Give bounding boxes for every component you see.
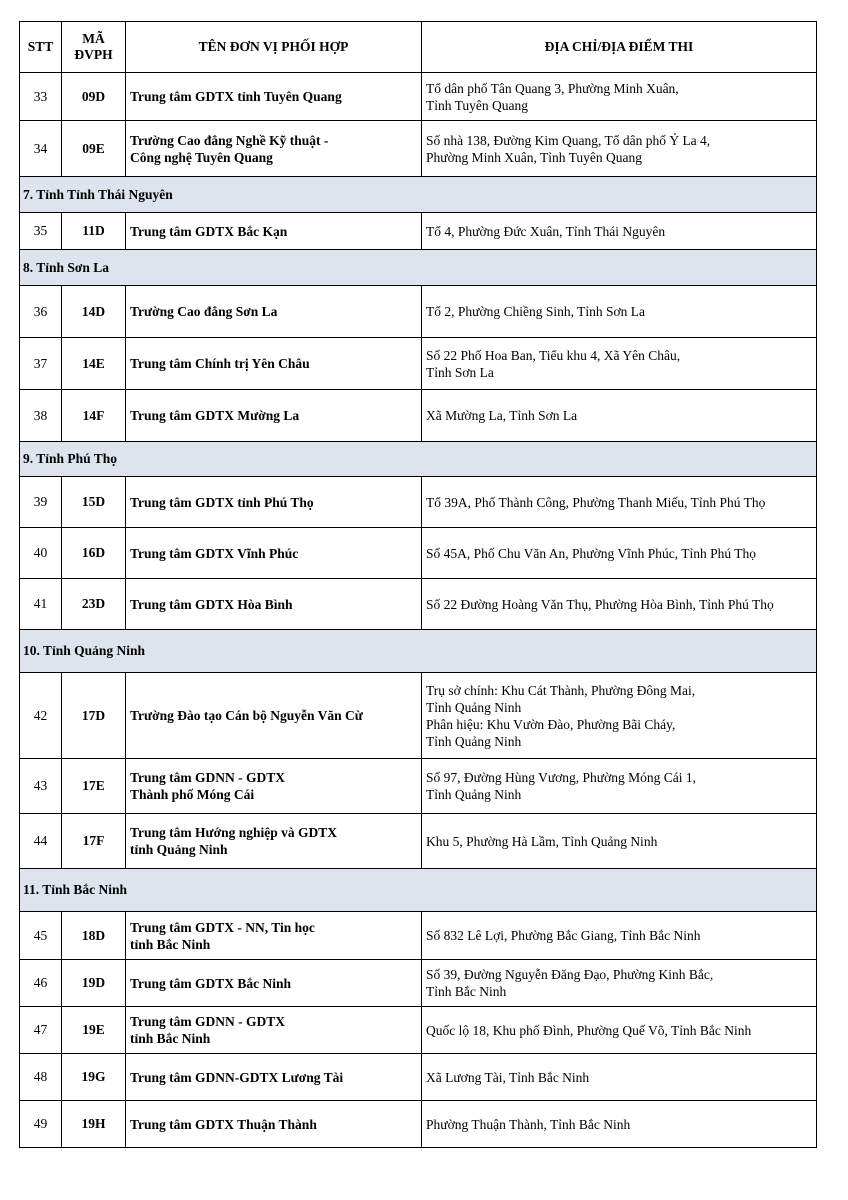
dia-chi-line: Quốc lộ 18, Khu phố Đình, Phường Quế Võ, Tỉnh Bắc Ninh bbox=[426, 1022, 752, 1038]
table-row bbox=[20, 673, 817, 759]
ten-line: Trung tâm GDTX - NN, Tin học bbox=[130, 919, 315, 935]
cell-ten-don-vi bbox=[126, 759, 422, 814]
cell-stt: 42 bbox=[20, 673, 62, 759]
cell-ten-don-vi bbox=[126, 338, 422, 390]
section-title: 11. Tỉnh Bắc Ninh bbox=[20, 869, 817, 912]
cell-dia-chi bbox=[422, 528, 817, 579]
dia-chi-line: Phường Minh Xuân, Tỉnh Tuyên Quang bbox=[426, 149, 642, 165]
dia-chi-line: Tỉnh Quảng Ninh bbox=[426, 733, 522, 749]
cell-ten-don-vi bbox=[126, 390, 422, 442]
cell-ma-dvph: 17F bbox=[62, 814, 126, 869]
cell-dia-chi bbox=[422, 286, 817, 338]
ten-line: Trường Đào tạo Cán bộ Nguyễn Văn Cừ bbox=[130, 708, 363, 723]
dia-chi-line: Số 22 Phố Hoa Ban, Tiểu khu 4, Xã Yên Châu, bbox=[426, 347, 681, 363]
cell-ma-dvph: 15D bbox=[62, 477, 126, 528]
ten-line: Trung tâm GDNN-GDTX Lương Tài bbox=[130, 1069, 344, 1085]
dia-chi-line: Tỉnh Tuyên Quang bbox=[426, 97, 529, 113]
ten-line: tỉnh Bắc Ninh bbox=[130, 936, 211, 952]
cell-ma-dvph: 19D bbox=[62, 960, 126, 1007]
dia-chi-line: Tỉnh Quảng Ninh bbox=[426, 699, 522, 715]
table-row bbox=[20, 73, 817, 121]
ten-line: Trung tâm GDTX Vĩnh Phúc bbox=[130, 545, 299, 561]
header-ten-don-vi: TÊN ĐƠN VỊ PHỐI HỢP bbox=[126, 22, 422, 73]
cell-ten-don-vi bbox=[126, 477, 422, 528]
section-row bbox=[20, 250, 817, 286]
ten-line: Trung tâm GDTX tỉnh Tuyên Quang bbox=[130, 89, 342, 104]
table-body bbox=[20, 73, 817, 1148]
ten-line: Trung tâm GDTX tỉnh Phú Thọ bbox=[130, 494, 314, 510]
dia-chi-line: Xã Lương Tài, Tỉnh Bắc Ninh bbox=[426, 1069, 590, 1085]
header-dia-chi: ĐỊA CHỈ/ĐỊA ĐIỂM THI bbox=[422, 22, 817, 73]
section-title: 8. Tỉnh Sơn La bbox=[20, 250, 817, 286]
cell-stt: 49 bbox=[20, 1101, 62, 1148]
cell-dia-chi bbox=[422, 579, 817, 630]
dia-chi-line: Tỉnh Bắc Ninh bbox=[426, 984, 507, 999]
header-ma-line2: ĐVPH bbox=[74, 47, 113, 62]
dia-chi-line: Tỉnh Quảng Ninh bbox=[426, 787, 522, 802]
ten-line: Trung tâm Chính trị Yên Châu bbox=[130, 356, 310, 371]
dia-chi-line: Khu 5, Phường Hà Lầm, Tỉnh Quảng Ninh bbox=[426, 833, 658, 849]
table-row bbox=[20, 1007, 817, 1054]
cell-stt: 40 bbox=[20, 528, 62, 579]
ten-line: Trung tâm GDTX Bắc Kạn bbox=[130, 223, 288, 239]
header-stt: STT bbox=[20, 22, 62, 73]
table-row bbox=[20, 814, 817, 869]
cell-dia-chi bbox=[422, 477, 817, 528]
cell-dia-chi bbox=[422, 121, 817, 177]
dia-chi-line: Số 97, Đường Hùng Vương, Phường Móng Cái 1, bbox=[426, 770, 697, 785]
section-row bbox=[20, 177, 817, 213]
cell-stt: 48 bbox=[20, 1054, 62, 1101]
cell-ma-dvph: 14F bbox=[62, 390, 126, 442]
section-title: 9. Tỉnh Phú Thọ bbox=[20, 442, 817, 477]
table-row bbox=[20, 477, 817, 528]
cell-stt: 39 bbox=[20, 477, 62, 528]
ten-line: Công nghệ Tuyên Quang bbox=[130, 149, 273, 165]
ten-line: Trung tâm GDTX Mường La bbox=[130, 408, 300, 423]
cell-ma-dvph: 19H bbox=[62, 1101, 126, 1148]
cell-stt: 34 bbox=[20, 121, 62, 177]
cell-ma-dvph: 16D bbox=[62, 528, 126, 579]
dia-chi-line: Tổ 39A, Phố Thành Công, Phường Thanh Miếu, Tỉnh Phú Thọ bbox=[426, 494, 766, 510]
cell-ma-dvph: 19E bbox=[62, 1007, 126, 1054]
ten-line: Trung tâm Hướng nghiệp và GDTX bbox=[130, 825, 337, 840]
header-ma-line1: MÃ bbox=[82, 31, 105, 46]
table-row bbox=[20, 213, 817, 250]
dia-chi-line: Số 22 Đường Hoàng Văn Thụ, Phường Hòa Bình, Tỉnh Phú Thọ bbox=[426, 596, 774, 612]
dia-chi-line: Phân hiệu: Khu Vườn Đào, Phường Bãi Cháy, bbox=[426, 716, 676, 732]
cell-stt: 36 bbox=[20, 286, 62, 338]
cell-ma-dvph: 17D bbox=[62, 673, 126, 759]
cell-ten-don-vi bbox=[126, 286, 422, 338]
ten-line: Trung tâm GDNN - GDTX bbox=[130, 1014, 285, 1029]
table-row bbox=[20, 579, 817, 630]
dia-chi-line: Số 39, Đường Nguyễn Đăng Đạo, Phường Kinh Bắc, bbox=[426, 967, 714, 982]
exam-location-table bbox=[19, 21, 817, 1148]
cell-dia-chi bbox=[422, 390, 817, 442]
cell-dia-chi bbox=[422, 73, 817, 121]
section-row bbox=[20, 869, 817, 912]
table-row bbox=[20, 960, 817, 1007]
table-row bbox=[20, 1101, 817, 1148]
cell-dia-chi bbox=[422, 1101, 817, 1148]
dia-chi-line: Số 45A, Phố Chu Văn An, Phường Vĩnh Phúc, Tỉnh Phú Thọ bbox=[426, 545, 757, 561]
ten-line: tỉnh Bắc Ninh bbox=[130, 1031, 211, 1046]
cell-ma-dvph: 23D bbox=[62, 579, 126, 630]
cell-ma-dvph: 09D bbox=[62, 73, 126, 121]
cell-ma-dvph: 18D bbox=[62, 912, 126, 960]
header-row bbox=[20, 22, 817, 73]
cell-ten-don-vi bbox=[126, 673, 422, 759]
ten-line: Trung tâm GDTX Bắc Ninh bbox=[130, 975, 292, 991]
cell-dia-chi bbox=[422, 814, 817, 869]
ten-line: tỉnh Quảng Ninh bbox=[130, 842, 228, 857]
section-title: 10. Tỉnh Quảng Ninh bbox=[20, 630, 817, 673]
cell-dia-chi bbox=[422, 213, 817, 250]
section-title: 7. Tỉnh Tỉnh Thái Nguyên bbox=[20, 177, 817, 213]
ten-line: Trung tâm GDTX Thuận Thành bbox=[130, 1116, 317, 1132]
dia-chi-line: Số nhà 138, Đường Kim Quang, Tổ dân phố Ỷ La 4, bbox=[426, 132, 711, 148]
ten-line: Trung tâm GDTX Hòa Bình bbox=[130, 596, 293, 612]
cell-ten-don-vi bbox=[126, 1054, 422, 1101]
table-row bbox=[20, 286, 817, 338]
table-row bbox=[20, 1054, 817, 1101]
cell-stt: 33 bbox=[20, 73, 62, 121]
table-row bbox=[20, 912, 817, 960]
cell-ma-dvph: 14D bbox=[62, 286, 126, 338]
cell-ma-dvph: 19G bbox=[62, 1054, 126, 1101]
cell-dia-chi bbox=[422, 960, 817, 1007]
cell-ten-don-vi bbox=[126, 121, 422, 177]
cell-stt: 35 bbox=[20, 213, 62, 250]
cell-dia-chi bbox=[422, 1007, 817, 1054]
cell-dia-chi bbox=[422, 1054, 817, 1101]
cell-ma-dvph: 14E bbox=[62, 338, 126, 390]
cell-stt: 41 bbox=[20, 579, 62, 630]
header-ma-dvph bbox=[62, 22, 126, 73]
dia-chi-line: Trụ sở chính: Khu Cát Thành, Phường Đông Mai, bbox=[426, 682, 696, 698]
cell-dia-chi bbox=[422, 338, 817, 390]
cell-ten-don-vi bbox=[126, 213, 422, 250]
cell-stt: 38 bbox=[20, 390, 62, 442]
cell-ten-don-vi bbox=[126, 579, 422, 630]
cell-ma-dvph: 11D bbox=[62, 213, 126, 250]
cell-ten-don-vi bbox=[126, 814, 422, 869]
cell-dia-chi bbox=[422, 759, 817, 814]
cell-stt: 43 bbox=[20, 759, 62, 814]
ten-line: Trung tâm GDNN - GDTX bbox=[130, 770, 285, 785]
cell-stt: 44 bbox=[20, 814, 62, 869]
dia-chi-line: Tổ 2, Phường Chiềng Sinh, Tỉnh Sơn La bbox=[426, 304, 645, 319]
ten-line: Trường Cao đẳng Nghề Kỹ thuật - bbox=[130, 132, 329, 148]
cell-stt: 37 bbox=[20, 338, 62, 390]
dia-chi-line: Tổ 4, Phường Đức Xuân, Tỉnh Thái Nguyên bbox=[426, 223, 666, 239]
table-row bbox=[20, 390, 817, 442]
dia-chi-line: Tổ dân phố Tân Quang 3, Phường Minh Xuân, bbox=[426, 80, 679, 96]
ten-line: Trường Cao đẳng Sơn La bbox=[130, 304, 278, 319]
cell-ten-don-vi bbox=[126, 960, 422, 1007]
ten-line: Thành phố Móng Cái bbox=[130, 787, 255, 802]
cell-ma-dvph: 17E bbox=[62, 759, 126, 814]
section-row bbox=[20, 442, 817, 477]
cell-stt: 46 bbox=[20, 960, 62, 1007]
cell-ten-don-vi bbox=[126, 73, 422, 121]
dia-chi-line: Xã Mường La, Tỉnh Sơn La bbox=[426, 408, 578, 423]
section-row bbox=[20, 630, 817, 673]
table-row bbox=[20, 338, 817, 390]
cell-ten-don-vi bbox=[126, 1101, 422, 1148]
dia-chi-line: Số 832 Lê Lợi, Phường Bắc Giang, Tỉnh Bắc Ninh bbox=[426, 928, 701, 943]
cell-ten-don-vi bbox=[126, 1007, 422, 1054]
cell-stt: 45 bbox=[20, 912, 62, 960]
cell-dia-chi bbox=[422, 912, 817, 960]
cell-ten-don-vi bbox=[126, 528, 422, 579]
table-row bbox=[20, 759, 817, 814]
table-row bbox=[20, 528, 817, 579]
cell-stt: 47 bbox=[20, 1007, 62, 1054]
cell-ma-dvph: 09E bbox=[62, 121, 126, 177]
table-row bbox=[20, 121, 817, 177]
dia-chi-line: Tỉnh Sơn La bbox=[426, 364, 494, 380]
cell-ten-don-vi bbox=[126, 912, 422, 960]
dia-chi-line: Phường Thuận Thành, Tỉnh Bắc Ninh bbox=[426, 1116, 631, 1132]
cell-dia-chi bbox=[422, 673, 817, 759]
